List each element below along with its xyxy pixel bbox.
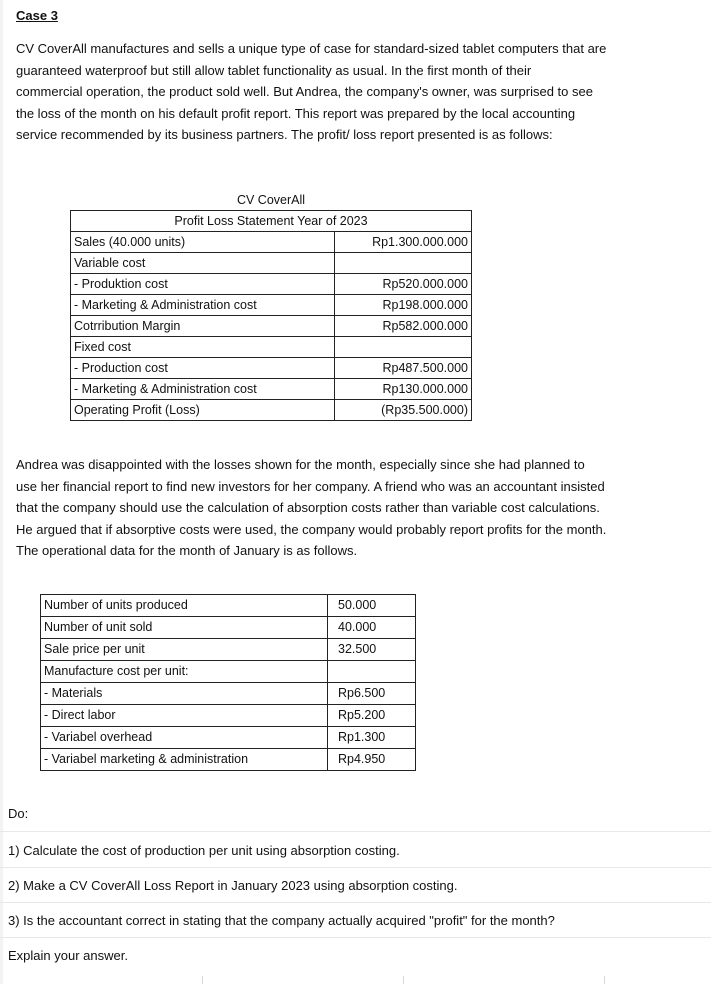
table-row [71, 358, 472, 379]
table-row [71, 400, 472, 421]
row-label: - Direct labor [41, 705, 328, 727]
row-label: - Materials [41, 683, 328, 705]
row-label: Sales (40.000 units) [71, 232, 335, 253]
table-row [41, 661, 416, 683]
divider [0, 902, 711, 903]
middle-line: use her financial report to find new investors for her company. A friend who was an accountant insisted [16, 478, 605, 494]
question-3-continued: Explain your answer. [8, 948, 128, 963]
question-3: 3) Is the accountant correct in stating that the company actually acquired "profit" for the month? [8, 913, 555, 928]
row-value: Rp520.000.000 [335, 274, 472, 295]
middle-line: The operational data for the month of January is as follows. [16, 543, 358, 558]
middle-paragraph [16, 454, 692, 562]
intro-paragraph [16, 38, 688, 146]
intro-line: the loss of the month on his default profit report. This report was prepared by the local accounting [16, 105, 576, 121]
table-row [41, 749, 416, 771]
do-label: Do: [8, 806, 29, 821]
page-margin-rule [0, 0, 3, 984]
row-label: - Marketing & Administration cost [71, 379, 335, 400]
table-row [41, 595, 416, 617]
row-label: - Variabel marketing & administration [41, 749, 328, 771]
profit-loss-table [70, 190, 472, 421]
middle-line: Andrea was disappointed with the losses shown for the month, especially since she had planned to [16, 457, 585, 472]
question-2: 2) Make a CV CoverAll Loss Report in January 2023 using absorption costing. [8, 878, 458, 893]
row-value [335, 337, 472, 358]
table-row [71, 337, 472, 358]
row-value: Rp130.000.000 [335, 379, 472, 400]
table-row [71, 316, 472, 337]
row-value: Rp6.500 [328, 683, 416, 705]
row-value: 32.500 [328, 639, 416, 661]
intro-line: CV CoverAll manufactures and sells a unique type of case for standard-sized tablet computers that are [16, 41, 607, 56]
row-value: Rp4.950 [328, 749, 416, 771]
divider [202, 976, 203, 984]
divider [0, 937, 711, 938]
row-value: Rp1.300 [328, 727, 416, 749]
table-row [41, 639, 416, 661]
row-label: Number of units produced [41, 595, 328, 617]
table-row [71, 379, 472, 400]
row-label: Variable cost [71, 253, 335, 274]
middle-line: that the company should use the calculation of absorption costs rather than variable cost calculations. [16, 500, 600, 515]
divider [403, 976, 404, 984]
table-row [41, 683, 416, 705]
middle-line: He argued that if absorptive costs were used, the company would probably report profits for the month. [16, 521, 607, 537]
divider [0, 831, 711, 832]
row-value: Rp5.200 [328, 705, 416, 727]
row-value: Rp582.000.000 [335, 316, 472, 337]
row-value: 50.000 [328, 595, 416, 617]
divider [604, 976, 605, 984]
table-row [41, 727, 416, 749]
table-row [41, 705, 416, 727]
question-1: 1) Calculate the cost of production per unit using absorption costing. [8, 843, 400, 858]
statement-company: CV CoverAll [236, 193, 306, 207]
table-row [71, 232, 472, 253]
row-value [328, 661, 416, 683]
row-label: - Production cost [71, 358, 335, 379]
intro-line: guaranteed waterproof but still allow tablet functionality as usual. In the first month of their [16, 62, 532, 78]
row-value: Rp1.300.000.000 [335, 232, 472, 253]
operational-data-table [40, 594, 416, 771]
row-label: - Produktion cost [71, 274, 335, 295]
row-label: Number of unit sold [41, 617, 328, 639]
row-value: Rp487.500.000 [335, 358, 472, 379]
table-row [71, 274, 472, 295]
statement-subtitle: Profit Loss Statement Year of 2023 [71, 211, 472, 232]
table-row [71, 253, 472, 274]
row-label: Fixed cost [71, 337, 335, 358]
row-label: Operating Profit (Loss) [71, 400, 335, 421]
row-label: Cotrribution Margin [71, 316, 335, 337]
row-value: (Rp35.500.000) [335, 400, 472, 421]
row-value: 40.000 [328, 617, 416, 639]
intro-line: commercial operation, the product sold well. But Andrea, the company's owner, was surprised to see [16, 84, 593, 99]
case-title: Case 3 [16, 8, 58, 23]
table-row [71, 295, 472, 316]
row-label: - Marketing & Administration cost [71, 295, 335, 316]
row-label: - Variabel overhead [41, 727, 328, 749]
row-label: Sale price per unit [41, 639, 328, 661]
row-value [335, 253, 472, 274]
row-label: Manufacture cost per unit: [41, 661, 328, 683]
row-value: Rp198.000.000 [335, 295, 472, 316]
divider [0, 867, 711, 868]
intro-line: service recommended by its business partners. The profit/ loss report presented is as follows: [16, 127, 553, 142]
table-row [41, 617, 416, 639]
